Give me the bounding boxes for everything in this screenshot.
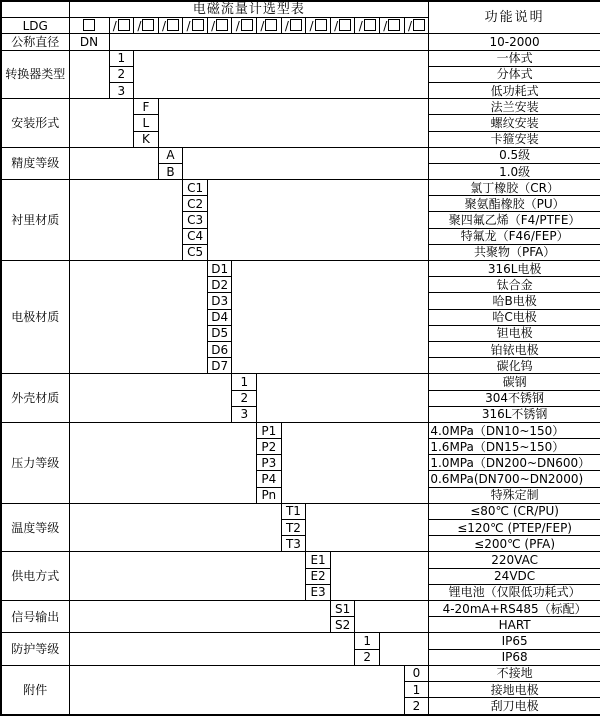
spacer-cell — [330, 552, 429, 601]
option-description: HART — [429, 617, 600, 633]
option-code: C3 — [183, 212, 208, 228]
spacer-cell — [69, 422, 257, 503]
category-label: 电极材质 — [1, 261, 69, 374]
option-description: 聚四氟乙烯（F4/PTFE） — [429, 212, 600, 228]
option-description: 分体式 — [429, 66, 600, 82]
spacer-cell — [69, 99, 134, 148]
corner-cell — [1, 1, 69, 18]
spacer-cell — [109, 34, 429, 50]
checkbox-icon — [290, 19, 302, 31]
checkbox-icon — [339, 19, 351, 31]
option-description: 1.0MPa（DN200~DN600） — [429, 455, 600, 471]
option-code: S2 — [330, 617, 355, 633]
option-description: 一体式 — [429, 50, 600, 66]
category-label: 精度等级 — [1, 147, 69, 179]
spacer-cell — [281, 422, 429, 503]
option-code: P2 — [257, 439, 282, 455]
option-description: 220VAC — [429, 552, 600, 568]
option-code: E1 — [306, 552, 331, 568]
option-description: 哈C电极 — [429, 309, 600, 325]
model-code-slot: / — [232, 18, 257, 34]
option-description: 碳钢 — [429, 374, 600, 390]
option-code: L — [134, 115, 159, 131]
checkbox-icon — [216, 19, 228, 31]
table-title: 电磁流量计选型表 — [69, 1, 429, 18]
category-label: 压力等级 — [1, 422, 69, 503]
option-description: 24VDC — [429, 568, 600, 584]
spacer-cell — [69, 665, 404, 715]
option-description: 不接地 — [429, 665, 600, 681]
option-code: B — [158, 163, 183, 179]
checkbox-icon — [265, 19, 277, 31]
option-description: 卡箍安装 — [429, 131, 600, 147]
option-description: 0.6MPa(DN700~DN2000) — [429, 471, 600, 487]
option-description: 碳化钨 — [429, 358, 600, 374]
option-code: C5 — [183, 244, 208, 260]
option-description: IP68 — [429, 649, 600, 665]
option-description: 特氟龙（F46/FEP） — [429, 228, 600, 244]
model-code-slot: / — [109, 18, 134, 34]
option-description: 聚氨酯橡胶（PU） — [429, 196, 600, 212]
spacer-cell — [257, 374, 429, 423]
checkbox-icon — [83, 19, 95, 31]
option-code: D2 — [207, 277, 232, 293]
category-label: 外壳材质 — [1, 374, 69, 423]
model-code-slot: / — [355, 18, 380, 34]
model-prefix: LDG — [1, 18, 69, 34]
spacer-cell — [158, 99, 429, 148]
model-code-slot: / — [207, 18, 232, 34]
spacer-cell — [69, 180, 183, 261]
model-code-slot: / — [306, 18, 331, 34]
spacer-cell — [306, 503, 429, 552]
option-code: 0 — [404, 665, 429, 681]
option-code: Pn — [257, 487, 282, 503]
option-description: 1.6MPa（DN15~150） — [429, 439, 600, 455]
option-code: P4 — [257, 471, 282, 487]
model-code-slot: / — [330, 18, 355, 34]
option-code: P1 — [257, 422, 282, 438]
category-label: 信号输出 — [1, 600, 69, 632]
option-code: A — [158, 147, 183, 163]
option-description: 刮刀电极 — [429, 698, 600, 715]
model-code-slot: / — [158, 18, 183, 34]
option-description: 316L电极 — [429, 261, 600, 277]
option-code: T2 — [281, 520, 306, 536]
spacer-cell — [69, 374, 232, 423]
option-code: D3 — [207, 293, 232, 309]
option-code: E2 — [306, 568, 331, 584]
checkbox-icon — [413, 19, 425, 31]
option-description: 钽电极 — [429, 325, 600, 341]
option-code: K — [134, 131, 159, 147]
option-description: 4-20mA+RS485（标配） — [429, 600, 600, 616]
checkbox-icon — [388, 19, 400, 31]
option-code: C1 — [183, 180, 208, 196]
category-label: 附件 — [1, 665, 69, 715]
option-code: 2 — [404, 698, 429, 715]
option-code: DN — [69, 34, 109, 50]
checkbox-icon — [315, 19, 327, 31]
option-code: 2 — [232, 390, 257, 406]
option-description: ≤120℃ (PTEP/FEP) — [429, 520, 600, 536]
spacer-cell — [69, 552, 306, 601]
option-code: D6 — [207, 341, 232, 357]
spacer-cell — [380, 633, 429, 665]
option-code: D5 — [207, 325, 232, 341]
option-description: 哈B电极 — [429, 293, 600, 309]
spacer-cell — [69, 503, 281, 552]
model-code-slot: / — [257, 18, 282, 34]
model-code-slot: / — [281, 18, 306, 34]
function-column-header: 功能说明 — [429, 1, 600, 34]
spacer-cell — [183, 147, 429, 179]
model-code-box — [69, 18, 109, 34]
option-description: 锂电池（仅限低功耗式） — [429, 584, 600, 600]
option-code: D7 — [207, 358, 232, 374]
category-label: 公称直径 — [1, 34, 69, 50]
option-description: ≤80℃ (CR/PU) — [429, 503, 600, 519]
spacer-cell — [69, 600, 330, 632]
spacer-cell — [69, 633, 355, 665]
option-code: D4 — [207, 309, 232, 325]
option-code: 1 — [404, 681, 429, 697]
option-description: IP65 — [429, 633, 600, 649]
option-code: C4 — [183, 228, 208, 244]
option-description: 螺纹安装 — [429, 115, 600, 131]
category-label: 衬里材质 — [1, 180, 69, 261]
option-code: 2 — [109, 66, 134, 82]
option-description: 铂铱电极 — [429, 341, 600, 357]
model-code-slot: / — [404, 18, 429, 34]
checkbox-icon — [241, 19, 253, 31]
option-description: 特殊定制 — [429, 487, 600, 503]
option-description: 法兰安装 — [429, 99, 600, 115]
category-label: 温度等级 — [1, 503, 69, 552]
spacer-cell — [69, 261, 207, 374]
option-description: 304不锈钢 — [429, 390, 600, 406]
option-description: 钛合金 — [429, 277, 600, 293]
checkbox-icon — [167, 19, 179, 31]
option-description: ≤200℃ (PFA) — [429, 536, 600, 552]
option-description: 共聚物（PFA） — [429, 244, 600, 260]
option-code: F — [134, 99, 159, 115]
model-code-slot: / — [134, 18, 159, 34]
category-label: 防护等级 — [1, 633, 69, 665]
checkbox-icon — [142, 19, 154, 31]
option-code: T1 — [281, 503, 306, 519]
option-description: 0.5级 — [429, 147, 600, 163]
model-code-slot: / — [380, 18, 405, 34]
spacer-cell — [69, 147, 158, 179]
option-code: C2 — [183, 196, 208, 212]
category-label: 转换器类型 — [1, 50, 69, 99]
checkbox-icon — [118, 19, 130, 31]
option-code: 2 — [355, 649, 380, 665]
spacer-cell — [134, 50, 429, 99]
option-code: 1 — [355, 633, 380, 649]
spacer-cell — [69, 50, 109, 99]
option-code: 3 — [232, 406, 257, 422]
spacer-cell — [232, 261, 429, 374]
option-code: S1 — [330, 600, 355, 616]
option-code: E3 — [306, 584, 331, 600]
option-code: D1 — [207, 261, 232, 277]
spacer-cell — [355, 600, 429, 632]
option-description: 10-2000 — [429, 34, 600, 50]
option-code: 1 — [232, 374, 257, 390]
option-code: P3 — [257, 455, 282, 471]
option-description: 氯丁橡胶（CR） — [429, 180, 600, 196]
option-code: T3 — [281, 536, 306, 552]
option-description: 接地电极 — [429, 681, 600, 697]
model-code-slot: / — [183, 18, 208, 34]
category-label: 供电方式 — [1, 552, 69, 601]
option-code: 1 — [109, 50, 134, 66]
spacer-cell — [207, 180, 428, 261]
option-code: 3 — [109, 82, 134, 98]
checkbox-icon — [192, 19, 204, 31]
checkbox-icon — [364, 19, 376, 31]
option-description: 1.0级 — [429, 163, 600, 179]
option-description: 低功耗式 — [429, 82, 600, 98]
option-description: 4.0MPa（DN10~150） — [429, 422, 600, 438]
category-label: 安装形式 — [1, 99, 69, 148]
option-description: 316L不锈钢 — [429, 406, 600, 422]
